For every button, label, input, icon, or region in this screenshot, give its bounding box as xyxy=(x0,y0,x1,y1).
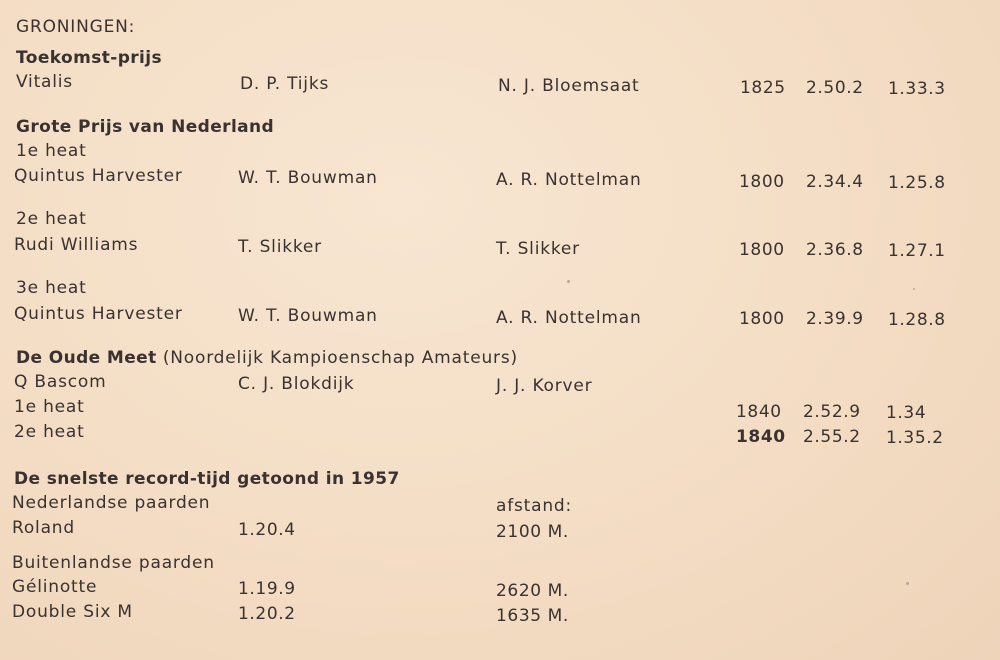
km-time: 1.33.3 xyxy=(888,79,946,99)
time: 2.36.8 xyxy=(806,240,864,260)
trainer-name: A. R. Nottelman xyxy=(496,170,642,190)
horse-name: Q Bascom xyxy=(14,372,107,392)
record-distance: 2620 M. xyxy=(496,581,569,601)
time: 2.39.9 xyxy=(806,309,864,329)
trainer-name: A. R. Nottelman xyxy=(496,308,642,328)
distance: 1800 xyxy=(739,172,785,192)
record-time: 1.20.4 xyxy=(238,520,296,540)
km-time: 1.34 xyxy=(886,403,927,423)
record-horse: Double Six M xyxy=(12,602,133,622)
race-title-subtitle: (Noordelijk Kampioenschap Amateurs) xyxy=(156,348,518,368)
place-heading: GRONINGEN: xyxy=(16,17,136,37)
heat-label: 3e heat xyxy=(16,278,87,298)
record-horse: Roland xyxy=(12,518,75,538)
rider-name: W. T. Bouwman xyxy=(238,168,378,188)
trainer-name: N. J. Bloemsaat xyxy=(498,76,640,96)
rider-name: D. P. Tijks xyxy=(240,74,330,94)
horse-name: Quintus Harvester xyxy=(14,304,183,324)
heat-label: 1e heat xyxy=(14,397,85,417)
time: 2.50.2 xyxy=(806,78,864,98)
distance: 1840 xyxy=(736,427,786,447)
record-time: 1.20.2 xyxy=(238,604,296,624)
km-time: 1.27.1 xyxy=(888,241,946,261)
rider-name: T. Slikker xyxy=(238,237,322,257)
trainer-name: J. J. Korver xyxy=(496,376,593,396)
horse-name: Quintus Harvester xyxy=(14,166,183,186)
trainer-name: T. Slikker xyxy=(496,239,580,259)
records-nl-heading: Nederlandse paarden xyxy=(12,493,211,513)
heat-label: 1e heat xyxy=(16,141,87,161)
record-time: 1.19.9 xyxy=(238,579,296,599)
race-title-grote-prijs: Grote Prijs van Nederland xyxy=(16,117,275,137)
heat-label: 2e heat xyxy=(16,209,87,229)
time: 2.55.2 xyxy=(803,427,861,447)
paper-speck xyxy=(913,288,915,290)
paper-speck xyxy=(906,582,909,585)
rider-name: C. J. Blokdijk xyxy=(238,374,355,394)
paper-speck xyxy=(567,280,570,283)
rider-name: W. T. Bouwman xyxy=(238,306,378,326)
heat-label: 2e heat xyxy=(14,422,85,442)
time: 2.34.4 xyxy=(806,172,864,192)
km-time: 1.35.2 xyxy=(886,428,944,448)
km-time: 1.25.8 xyxy=(888,173,946,193)
distance: 1800 xyxy=(739,240,785,260)
km-time: 1.28.8 xyxy=(888,310,946,330)
record-distance: 1635 M. xyxy=(496,606,569,626)
records-distance-heading: afstand: xyxy=(496,496,573,516)
records-title: De snelste record-tijd getoond in 1957 xyxy=(14,469,400,489)
distance: 1825 xyxy=(740,78,786,98)
distance: 1800 xyxy=(739,309,785,329)
race-title-oude-meet xyxy=(16,350,518,367)
record-distance: 2100 M. xyxy=(496,522,569,542)
record-horse: Gélinotte xyxy=(12,577,98,597)
race-title-bold: De Oude Meet xyxy=(16,348,157,368)
time: 2.52.9 xyxy=(803,402,861,422)
records-foreign-heading: Buitenlandse paarden xyxy=(12,553,215,573)
race-title-toekomst: Toekomst-prijs xyxy=(16,48,163,68)
horse-name: Rudi Williams xyxy=(14,235,139,255)
horse-name: Vitalis xyxy=(16,72,73,92)
distance: 1840 xyxy=(736,402,782,422)
